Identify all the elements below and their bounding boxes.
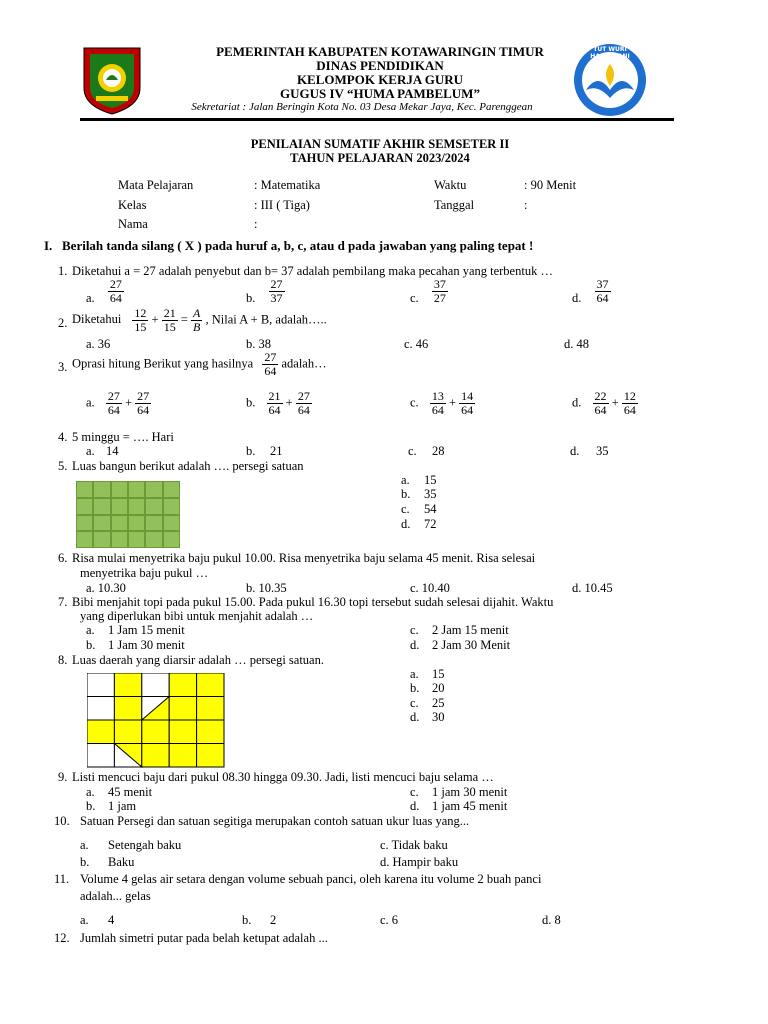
q3-c-d2: 64 — [461, 403, 474, 417]
q3-text-post: adalah… — [281, 356, 327, 371]
q3-option-c-label: c. — [410, 395, 419, 410]
q9-option-c-value: 1 jam 30 menit — [432, 785, 508, 799]
tut-wuri-logo-text: TUT WURI HANDAYANI — [590, 46, 630, 60]
q2-option-c: c. 46 — [404, 337, 429, 351]
header-line-2: DINAS PENDIDIKAN — [316, 58, 444, 73]
q4-option-b-value: 21 — [270, 444, 283, 458]
header-line-1: PEMERINTAH KABUPATEN KOTAWARINGIN TIMUR — [216, 44, 544, 59]
q6-text-line-1: Risa mulai menyetrika baju pukul 10.00. Risa menyetrika baju selama 45 menit. Risa selesai — [72, 551, 536, 565]
mapel-label: Mata Pelajaran — [118, 178, 194, 192]
q7-option-a-value: 1 Jam 15 menit — [108, 623, 185, 637]
q5-grid-cell — [128, 515, 145, 532]
q8-grid-cell — [114, 673, 141, 697]
q6-number: 6. — [58, 551, 68, 565]
q7-option-c-value: 2 Jam 15 menit — [432, 623, 509, 637]
q3-a-n1: 27 — [107, 389, 120, 403]
q7-option-d-value: 2 Jam 30 Menit — [432, 638, 511, 652]
q7-option-c-label: c. — [410, 623, 419, 637]
q3-denominator: 64 — [264, 364, 277, 378]
q11-option-a-label: a. — [80, 913, 89, 927]
q3-b-d1: 64 — [268, 403, 281, 417]
q1-option-d — [572, 278, 611, 305]
q1-d-numerator: 37 — [596, 277, 609, 291]
q3-option-d-label: d. — [572, 395, 582, 410]
q3-c-n2: 14 — [461, 389, 474, 403]
q2-fraction-ab — [191, 307, 202, 334]
q6-option-a: a. 10.30 — [86, 581, 126, 595]
q8-grid-cell — [197, 697, 224, 721]
q10-option-c: c. Tidak baku — [380, 838, 448, 852]
header-address: Sekretariat : Jalan Beringin Kota No. 03 Desa Mekar Jaya, Kec. Parenggean — [191, 101, 533, 113]
q3-numerator: 27 — [264, 350, 277, 364]
q5-grid-cell — [111, 531, 128, 548]
q6-option-c: c. 10.40 — [410, 581, 450, 595]
q6-option-d: d. 10.45 — [572, 581, 613, 595]
q8-grid-cell — [87, 744, 114, 768]
q9-text: Listi mencuci baju dari pukul 08.30 hingga 09.30. Jadi, listi mencuci baju selama … — [72, 770, 494, 784]
q3-d-fraction-1 — [593, 390, 609, 417]
q3-d-n1: 22 — [594, 389, 607, 403]
q11-text-line-2: adalah... gelas — [80, 889, 151, 903]
q4-option-d-label: d. — [570, 444, 580, 458]
q1-option-c-fraction — [432, 278, 448, 305]
q3-option-a — [86, 390, 151, 417]
tanggal-label: Tanggal — [434, 198, 475, 212]
q8-text: Luas daerah yang diarsir adalah … persegi satuan. — [72, 653, 324, 667]
q2-f1-denominator: 15 — [134, 320, 147, 334]
q4-option-d-value: 35 — [596, 444, 609, 458]
q5-number: 5. — [58, 459, 68, 473]
q1-c-numerator: 37 — [433, 277, 446, 291]
waktu-label: Waktu — [434, 178, 467, 192]
q8-grid-cell — [197, 673, 224, 697]
q5-option-c-value: 54 — [424, 502, 437, 516]
q1-a-numerator: 27 — [109, 277, 122, 291]
q8-option-b-label: b. — [410, 681, 420, 695]
q5-grid-cell — [76, 481, 93, 498]
q8-shaded-figure — [87, 673, 225, 768]
q3-text — [72, 351, 327, 378]
q3-c-plus: + — [448, 395, 456, 410]
q3-a-fraction-2 — [135, 390, 151, 417]
section-instruction: Berilah tanda silang ( X ) pada huruf a, b, c, atau d pada jawaban yang paling tepat ! — [62, 238, 534, 253]
q5-grid-cell — [163, 515, 180, 532]
q9-option-d-value: 1 jam 45 menit — [432, 799, 508, 813]
q5-option-b-label: b. — [401, 487, 411, 501]
q5-grid-cell — [111, 515, 128, 532]
q9-option-b-value: 1 jam — [108, 799, 137, 813]
q7-option-b-label: b. — [86, 638, 96, 652]
q5-option-d-value: 72 — [424, 517, 437, 531]
q7-option-a-label: a. — [86, 623, 95, 637]
q5-grid-cell — [76, 531, 93, 548]
q1-b-denominator: 37 — [270, 291, 283, 305]
q4-option-a-label: a. — [86, 444, 95, 458]
q10-text: Satuan Persegi dan satuan segitiga merupakan contoh satuan ukur luas yang... — [80, 814, 470, 828]
q3-c-fraction-1 — [430, 390, 446, 417]
q2-f2-denominator: 15 — [163, 320, 176, 334]
q5-grid-cell — [93, 515, 110, 532]
q11-option-b-label: b. — [242, 913, 252, 927]
q1-option-d-label: d. — [572, 291, 582, 306]
q8-grid-cell — [169, 697, 196, 721]
q3-b-n1: 21 — [268, 389, 281, 403]
q10-option-b-value: Baku — [108, 855, 135, 869]
q1-d-denominator: 64 — [596, 291, 609, 305]
q5-grid-cell — [145, 531, 162, 548]
q2-fraction-1 — [132, 307, 148, 334]
q4-option-a-value: 14 — [106, 444, 119, 458]
q3-option-b — [246, 390, 312, 417]
exam-title: PENILAIAN SUMATIF AKHIR SEMSETER II — [250, 137, 510, 151]
q3-a-d1: 64 — [107, 403, 120, 417]
q8-grid-cell — [169, 720, 196, 744]
q5-grid-cell — [128, 481, 145, 498]
waktu-value: : 90 Menit — [524, 178, 577, 192]
q11-number: 11. — [54, 872, 70, 886]
q5-option-a-label: a. — [401, 473, 410, 487]
q8-option-a-value: 15 — [432, 667, 445, 681]
q1-option-b — [246, 278, 285, 305]
q9-option-a-value: 45 menit — [108, 785, 153, 799]
q5-grid-cell — [163, 498, 180, 515]
q8-number: 8. — [58, 653, 68, 667]
q3-fraction — [262, 351, 278, 378]
q1-number: 1. — [58, 264, 68, 278]
q5-option-c-label: c. — [401, 502, 410, 516]
q9-option-d-label: d. — [410, 799, 420, 813]
q9-option-c-label: c. — [410, 785, 419, 799]
q11-option-d: d. 8 — [542, 913, 561, 927]
q1-option-c-label: c. — [410, 291, 419, 306]
q1-text: Diketahui a = 27 adalah penyebut dan b= 37 adalah pembilang maka pecahan yang terbentuk … — [72, 264, 553, 278]
q3-d-n2: 12 — [623, 389, 636, 403]
q3-option-c — [410, 390, 475, 417]
q3-b-plus: + — [285, 395, 293, 410]
q3-a-fraction-1 — [106, 390, 122, 417]
q7-text-line-1: Bibi menjahit topi pada pukul 15.00. Pada pukul 16.30 topi tersebut sudah selesai dijahit. Waktu — [72, 595, 554, 609]
q6-text-line-2: menyetrika baju pukul … — [80, 566, 209, 580]
q8-grid-cell — [87, 720, 114, 744]
q5-grid-cell — [111, 481, 128, 498]
q8-grid-cell — [142, 673, 169, 697]
q3-c-fraction-2 — [459, 390, 475, 417]
q5-grid-cell — [93, 481, 110, 498]
header-line-3: KELOMPOK KERJA GURU — [296, 72, 464, 87]
exam-year: TAHUN PELAJARAN 2023/2024 — [290, 151, 470, 165]
nama-label: Nama — [118, 217, 148, 231]
q12-number: 12. — [54, 931, 70, 945]
q8-grid-cell — [169, 744, 196, 768]
q7-option-d-label: d. — [410, 638, 420, 652]
q3-text-pre: Oprasi hitung Berikut yang hasilnya — [72, 356, 254, 371]
q8-option-d-value: 30 — [432, 710, 445, 724]
tanggal-value: : — [524, 198, 528, 212]
q2-f3-numerator: A — [193, 306, 201, 320]
q3-c-d1: 64 — [431, 403, 444, 417]
q1-a-denominator: 64 — [109, 291, 122, 305]
q8-option-d-label: d. — [410, 710, 420, 724]
q8-grid-cell — [197, 720, 224, 744]
q9-option-b-label: b. — [86, 799, 96, 813]
q4-text: 5 minggu = …. Hari — [72, 430, 174, 444]
q1-option-d-fraction — [595, 278, 611, 305]
q3-d-fraction-2 — [622, 390, 638, 417]
q3-d-d1: 64 — [594, 403, 607, 417]
q3-d-d2: 64 — [623, 403, 636, 417]
q11-option-a-value: 4 — [108, 913, 115, 927]
header-line-4: GUGUS IV “HUMA PAMBELUM” — [280, 86, 480, 101]
q8-grid-cell — [87, 673, 114, 697]
q8-grid-cell — [169, 673, 196, 697]
q8-option-c-value: 25 — [432, 696, 445, 710]
q3-b-fraction-2 — [296, 390, 312, 417]
q3-a-d2: 64 — [137, 403, 150, 417]
q8-grid-cell — [114, 720, 141, 744]
q8-grid-cell — [142, 720, 169, 744]
q6-option-b: b. 10.35 — [246, 581, 287, 595]
q5-grid-cell — [128, 498, 145, 515]
q9-number: 9. — [58, 770, 68, 784]
q5-grid-figure — [76, 481, 180, 548]
q5-text: Luas bangun berikut adalah …. persegi satuan — [72, 459, 304, 473]
q3-option-a-label: a. — [86, 395, 95, 410]
q5-option-d-label: d. — [401, 517, 411, 531]
q5-grid-cell — [145, 481, 162, 498]
q3-a-n2: 27 — [137, 389, 150, 403]
q1-option-b-label: b. — [246, 291, 256, 306]
q3-option-b-label: b. — [246, 395, 256, 410]
q8-grid-cell — [197, 744, 224, 768]
q3-option-d — [572, 390, 638, 417]
q8-option-c-label: c. — [410, 696, 419, 710]
q2-plus: + — [151, 312, 159, 327]
q2-text — [72, 307, 327, 334]
q5-grid-cell — [145, 515, 162, 532]
mapel-value: : Matematika — [254, 178, 321, 192]
q3-a-plus: + — [124, 395, 132, 410]
q2-fraction-2 — [162, 307, 178, 334]
q8-option-a-label: a. — [410, 667, 419, 681]
q5-grid-cell — [128, 531, 145, 548]
q8-grid-cell — [114, 697, 141, 721]
q3-b-d2: 64 — [297, 403, 310, 417]
q3-d-plus: + — [611, 395, 619, 410]
tut-wuri-logo — [572, 42, 648, 118]
q5-grid-cell — [93, 498, 110, 515]
q7-number: 7. — [58, 595, 68, 609]
q5-grid-cell — [93, 531, 110, 548]
q10-option-a-label: a. — [80, 838, 89, 852]
q1-b-numerator: 27 — [270, 277, 283, 291]
regency-logo — [80, 44, 144, 116]
q11-option-c: c. 6 — [380, 913, 399, 927]
q5-grid-cell — [163, 531, 180, 548]
q2-option-b: b. 38 — [246, 337, 271, 351]
q5-option-a-value: 15 — [424, 473, 437, 487]
q8-grid-cell — [142, 744, 169, 768]
q11-option-b-value: 2 — [270, 913, 277, 927]
q1-option-c — [410, 278, 448, 305]
q5-grid-cell — [76, 515, 93, 532]
q7-option-b-value: 1 Jam 30 menit — [108, 638, 185, 652]
q2-f3-denominator: B — [193, 320, 201, 334]
q2-text-pre: Diketahui — [72, 312, 122, 327]
q3-b-fraction-1 — [267, 390, 283, 417]
q3-c-n1: 13 — [431, 389, 444, 403]
q5-option-b-value: 35 — [424, 487, 437, 501]
q4-number: 4. — [58, 430, 68, 444]
q5-grid-cell — [163, 481, 180, 498]
q10-number: 10. — [54, 814, 70, 828]
q5-grid-cell — [145, 498, 162, 515]
q2-equals: = — [180, 312, 188, 327]
q2-option-d: d. 48 — [564, 337, 589, 351]
q4-option-b-label: b. — [246, 444, 256, 458]
q2-f2-numerator: 21 — [163, 306, 176, 320]
q8-grid-cell — [87, 697, 114, 721]
nama-value: : — [254, 217, 258, 231]
kelas-value: : III ( Tiga) — [254, 198, 310, 212]
q10-option-b-label: b. — [80, 855, 90, 869]
kelas-label: Kelas — [118, 198, 147, 212]
q4-option-c-value: 28 — [432, 444, 445, 458]
q12-text: Jumlah simetri putar pada belah ketupat adalah ... — [80, 931, 328, 945]
q2-f1-numerator: 12 — [134, 306, 147, 320]
q5-grid-cell — [111, 498, 128, 515]
q3-number: 3. — [58, 360, 68, 374]
header-divider — [80, 118, 674, 121]
q2-option-a: a. 36 — [86, 337, 111, 351]
q5-grid-cell — [76, 498, 93, 515]
q2-number: 2. — [58, 316, 68, 330]
q1-option-a — [86, 278, 124, 305]
q11-text-line-1: Volume 4 gelas air setara dengan volume sebuah panci, oleh karena itu volume 2 buah panci — [80, 872, 542, 886]
q4-option-c-label: c. — [408, 444, 417, 458]
q2-text-post: , Nilai A + B, adalah….. — [205, 312, 327, 327]
q1-option-a-fraction — [108, 278, 124, 305]
q10-option-d: d. Hampir baku — [380, 855, 459, 869]
q1-option-b-fraction — [269, 278, 285, 305]
q8-option-b-value: 20 — [432, 681, 445, 695]
q3-b-n2: 27 — [297, 389, 310, 403]
q1-c-denominator: 27 — [433, 291, 446, 305]
q1-option-a-label: a. — [86, 291, 95, 306]
q10-option-a-value: Setengah baku — [108, 838, 182, 852]
q7-text-line-2: yang diperlukan bibi untuk menjahit adalah … — [80, 609, 314, 623]
q9-option-a-label: a. — [86, 785, 95, 799]
section-number: I. — [44, 238, 53, 253]
